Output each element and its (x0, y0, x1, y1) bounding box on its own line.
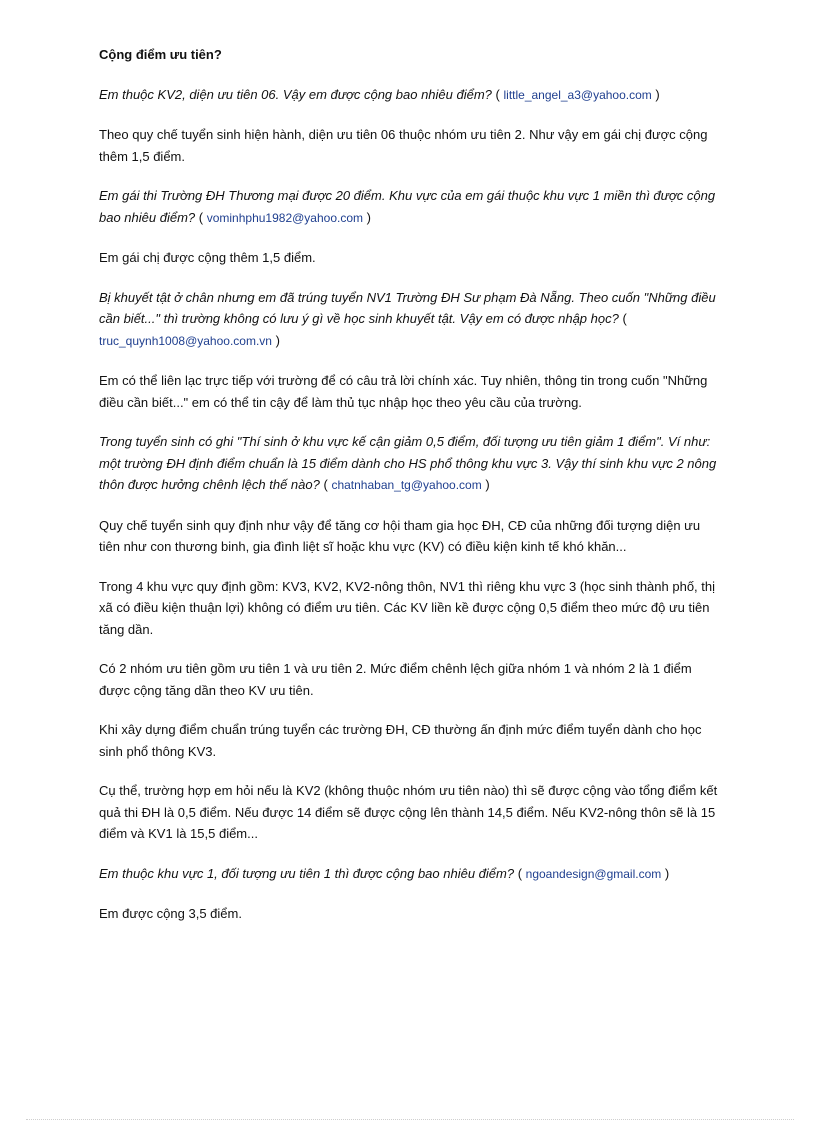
answer-3: Em có thể liên lạc trực tiếp với trường để có câu trả lời chính xác. Tuy nhiên, thông tin trong cuốn "Những điều cần biết..." em có thể tin cậy để làm thủ tục nhập học theo yêu cầu của trường. (99, 373, 708, 410)
email-link[interactable]: vominhphu1982@yahoo.com (206, 210, 363, 225)
question-text: Em gái thi Trường ĐH Thương mại được 20 điểm. Khu vực của em gái thuộc khu vực 1 miền thì được cộng bao nhiêu điểm? (99, 188, 716, 225)
question-4: Trong tuyển sinh có ghi "Thí sinh ở khu vực kế cận giảm 0,5 điểm, đối tượng ưu tiên giảm 1 điểm". Ví như: một trường ĐH định điểm chuẩn là 15 điểm dành cho HS phổ thông khu vực 3. Vậy thí sinh khu vực 2 nông thôn được hưởng chênh lệch thế nào? ( chatnhaban_tg@yahoo.com ) (99, 434, 717, 492)
question-3: Bị khuyết tật ở chân nhưng em đã trúng tuyển NV1 Trường ĐH Sư phạm Đà Nẵng. Theo cuốn "Những điều cần biết..." thì trường không có lưu ý gì về học sinh khuyết tật. Vậy em có được nhập học? ( truc_quynh1008@yahoo.com.vn ) (99, 289, 716, 348)
answer-4-paragraph-5: Cụ thể, trường hợp em hỏi nếu là KV2 (không thuộc nhóm ưu tiên nào) thì sẽ được cộng vào tổng điểm kết quả thi ĐH là 0,5 điểm. Nếu được 14 điểm sẽ được cộng lên thành 14,5 điểm. Nếu KV2-nông thôn sẽ là 15 điểm và KV1 là 15,5 điểm... (99, 783, 718, 841)
email-link[interactable]: chatnhaban_tg@yahoo.com (331, 478, 482, 492)
email-link[interactable]: truc_quynh1008@yahoo.com.vn (99, 333, 272, 348)
question-2: Em gái thi Trường ĐH Thương mại được 20 điểm. Khu vực của em gái thuộc khu vực 1 miền thì được cộng bao nhiêu điểm? ( vominhphu1982@yahoo.com ) (99, 188, 716, 225)
question-text: Bị khuyết tật ở chân nhưng em đã trúng tuyển NV1 Trường ĐH Sư phạm Đà Nẵng. Theo cuốn "Những điều cần biết..." thì trường không có lưu ý gì về học sinh khuyết tật. Vậy em có được nhập học? (99, 289, 716, 326)
question-text: Trong tuyển sinh có ghi "Thí sinh ở khu vực kế cận giảm 0,5 điểm, đối tượng ưu tiên giảm 1 điểm". Ví như: một trường ĐH định điểm chuẩn là 15 điểm dành cho HS phổ thông khu vực 3. Vậy thí sinh khu vực 2 nông thôn được hưởng chênh lệch thế nào? (99, 434, 717, 492)
answer-1: Theo quy chế tuyển sinh hiện hành, diện ưu tiên 06 thuộc nhóm ưu tiên 2. Như vậy em gái chị được cộng thêm 1,5 điểm. (99, 127, 708, 164)
answer-5: Em được cộng 3,5 điểm. (99, 906, 242, 921)
question-text: Em thuộc khu vực 1, đối tượng ưu tiên 1 thì được cộng bao nhiêu điểm? (99, 865, 515, 881)
document-body (99, 44, 721, 943)
email-link[interactable]: little_angel_a3@yahoo.com (503, 87, 652, 102)
question-5: Em thuộc khu vực 1, đối tượng ưu tiên 1 thì được cộng bao nhiêu điểm? ( ngoandesign@gmail.com ) (99, 865, 670, 881)
answer-4-paragraph-1: Quy chế tuyển sinh quy định như vậy để tăng cơ hội tham gia học ĐH, CĐ của những đối tượng diện ưu tiên như con thương binh, gia đình liệt sĩ hoặc khu vực (KV) có điều kiện kinh tế khó khăn... (99, 517, 701, 554)
answer-4-paragraph-2: Trong 4 khu vực quy định gồm: KV3, KV2, KV2-nông thôn, NV1 thì riêng khu vực 3 (học sinh thành phố, thị xã có điều kiện thuận lợi) không có điểm ưu tiên. Các KV liền kề được cộng 0,5 điểm theo mức độ ưu tiên tăng dần. (99, 578, 716, 637)
answer-4-paragraph-3: Có 2 nhóm ưu tiên gồm ưu tiên 1 và ưu tiên 2. Mức điểm chênh lệch giữa nhóm 1 và nhóm 2 là 1 điểm được cộng tăng dần theo KV ưu tiên. (99, 661, 692, 698)
question-1: Em thuộc KV2, diện ưu tiên 06. Vậy em được cộng bao nhiêu điểm? ( little_angel_a3@yahoo.com ) (99, 86, 660, 102)
answer-4-paragraph-4: Khi xây dựng điểm chuẩn trúng tuyển các trường ĐH, CĐ thường ấn định mức điểm tuyển dành cho học sinh phổ thông KV3. (99, 722, 702, 759)
page-bottom-divider (26, 1119, 794, 1120)
email-link[interactable]: ngoandesign@gmail.com (525, 866, 662, 881)
page-title: Cộng điểm ưu tiên? (99, 47, 222, 62)
question-text: Em thuộc KV2, diện ưu tiên 06. Vậy em được cộng bao nhiêu điểm? (99, 86, 492, 102)
answer-2: Em gái chị được cộng thêm 1,5 điểm. (99, 250, 316, 265)
